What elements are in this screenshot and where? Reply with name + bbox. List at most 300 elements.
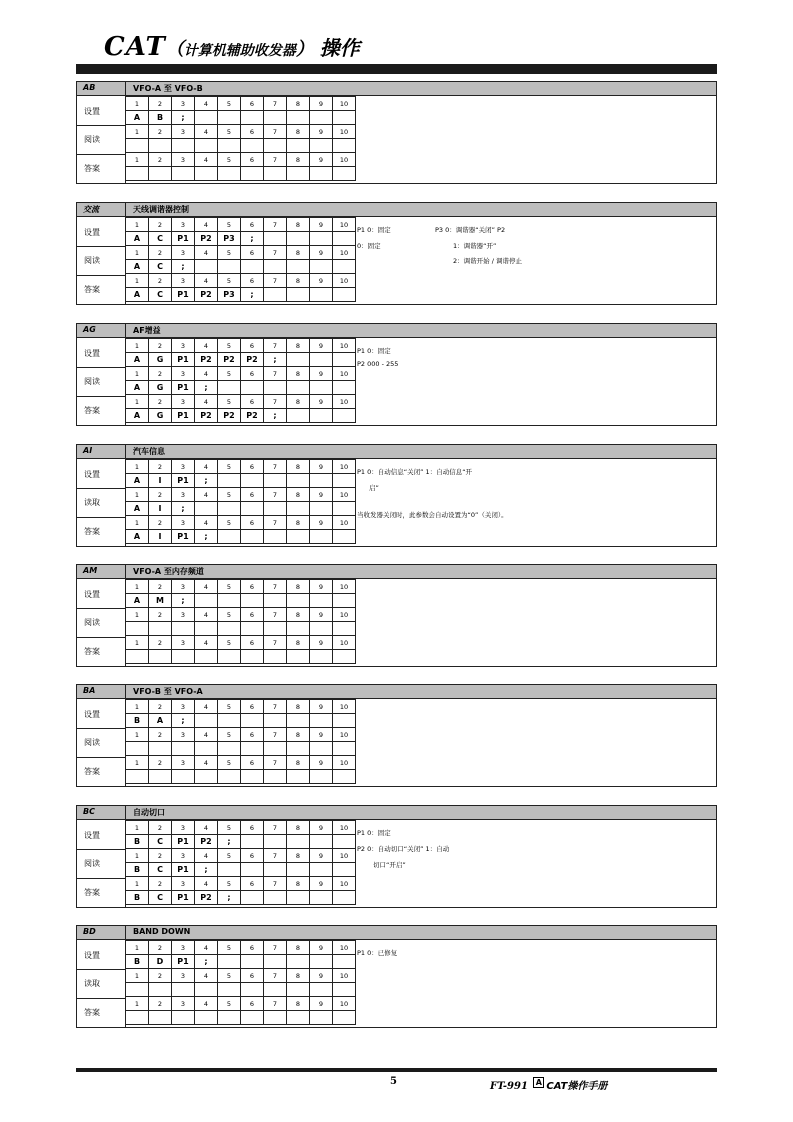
digit-position: 7 xyxy=(264,274,287,288)
command-grid xyxy=(125,96,356,181)
command-value-row xyxy=(126,770,356,784)
digit-position: 4 xyxy=(195,367,218,381)
digit-position: 8 xyxy=(287,636,310,650)
command-char: P1 xyxy=(172,381,195,395)
command-char xyxy=(218,594,241,608)
command-char: ; xyxy=(264,353,287,367)
section-header xyxy=(77,445,716,459)
digit-position: 7 xyxy=(264,516,287,530)
command-value-row xyxy=(126,742,356,756)
digit-position: 2 xyxy=(149,849,172,863)
command-section xyxy=(76,684,717,787)
command-char: P1 xyxy=(172,863,195,877)
digit-position: 9 xyxy=(310,125,333,139)
command-char xyxy=(264,770,287,784)
command-char: A xyxy=(126,111,149,125)
digit-position: 5 xyxy=(218,728,241,742)
command-char xyxy=(264,835,287,849)
digit-position: 1 xyxy=(126,274,149,288)
command-grid xyxy=(125,699,356,784)
row-label: 读取 xyxy=(84,498,100,507)
digit-position: 5 xyxy=(218,821,241,835)
command-char xyxy=(310,530,333,544)
digit-position: 10 xyxy=(333,700,356,714)
command-char xyxy=(287,714,310,728)
command-char xyxy=(310,260,333,274)
section-header xyxy=(77,685,716,699)
digit-position: 8 xyxy=(287,460,310,474)
command-char xyxy=(264,260,287,274)
digit-position: 7 xyxy=(264,997,287,1011)
command-title: 自动切口 xyxy=(133,808,165,817)
digit-position: 6 xyxy=(241,969,264,983)
section-header xyxy=(77,82,716,96)
digit-position: 10 xyxy=(333,274,356,288)
command-char xyxy=(333,1011,356,1025)
command-char: ; xyxy=(172,594,195,608)
command-char xyxy=(287,770,310,784)
digit-position: 7 xyxy=(264,488,287,502)
digit-position: 9 xyxy=(310,849,333,863)
command-char xyxy=(310,594,333,608)
command-char: A xyxy=(126,474,149,488)
command-char: P1 xyxy=(172,232,195,246)
section-header xyxy=(77,203,716,217)
command-char: B xyxy=(126,863,149,877)
command-char: P3 xyxy=(218,288,241,302)
digit-position: 1 xyxy=(126,877,149,891)
command-char xyxy=(218,955,241,969)
command-grid xyxy=(125,459,356,544)
command-value-row xyxy=(126,955,356,969)
command-char xyxy=(264,863,287,877)
command-char xyxy=(126,983,149,997)
digit-position: 6 xyxy=(241,460,264,474)
digit-position: 7 xyxy=(264,728,287,742)
digit-position: 3 xyxy=(172,636,195,650)
command-char xyxy=(310,474,333,488)
digit-position: 7 xyxy=(264,395,287,409)
command-char xyxy=(195,742,218,756)
digit-position: 10 xyxy=(333,941,356,955)
command-char xyxy=(218,863,241,877)
command-char xyxy=(241,770,264,784)
command-char: P2 xyxy=(241,353,264,367)
digit-position: 7 xyxy=(264,756,287,770)
command-char xyxy=(149,983,172,997)
digit-position: 8 xyxy=(287,700,310,714)
digit-position: 8 xyxy=(287,218,310,232)
command-char xyxy=(333,594,356,608)
command-char xyxy=(126,622,149,636)
digit-position: 8 xyxy=(287,516,310,530)
digit-position: 5 xyxy=(218,636,241,650)
digit-position: 1 xyxy=(126,756,149,770)
command-title: VFO-A 至内存频道 xyxy=(133,567,204,576)
digit-position-row xyxy=(126,728,356,742)
digit-position: 10 xyxy=(333,460,356,474)
command-char xyxy=(333,260,356,274)
digit-position: 4 xyxy=(195,728,218,742)
digit-position: 7 xyxy=(264,580,287,594)
digit-position: 1 xyxy=(126,218,149,232)
command-char xyxy=(310,835,333,849)
command-char xyxy=(310,353,333,367)
row-divider xyxy=(77,517,125,518)
digit-position: 1 xyxy=(126,125,149,139)
command-value-row xyxy=(126,891,356,905)
command-char xyxy=(333,288,356,302)
command-char xyxy=(333,232,356,246)
row-label: 设置 xyxy=(84,349,100,358)
digit-position: 7 xyxy=(264,877,287,891)
row-label: 阅读 xyxy=(84,738,100,747)
digit-position: 9 xyxy=(310,395,333,409)
command-char xyxy=(287,167,310,181)
row-label: 设置 xyxy=(84,951,100,960)
command-char xyxy=(149,770,172,784)
command-char xyxy=(264,139,287,153)
digit-position: 9 xyxy=(310,488,333,502)
parameter-note: P3 0：调谐器“关闭” P2 xyxy=(435,226,506,234)
digit-position: 9 xyxy=(310,516,333,530)
command-char: ; xyxy=(195,381,218,395)
command-char: I xyxy=(149,502,172,516)
command-value-row xyxy=(126,863,356,877)
digit-position: 4 xyxy=(195,274,218,288)
row-label: 阅读 xyxy=(84,377,100,386)
digit-position: 3 xyxy=(172,877,195,891)
digit-position: 4 xyxy=(195,153,218,167)
digit-position: 7 xyxy=(264,969,287,983)
digit-position: 5 xyxy=(218,608,241,622)
digit-position-row xyxy=(126,488,356,502)
command-char xyxy=(333,530,356,544)
command-char xyxy=(195,594,218,608)
digit-position: 3 xyxy=(172,367,195,381)
section-header xyxy=(77,324,716,338)
command-char: A xyxy=(149,714,172,728)
command-char xyxy=(218,622,241,636)
digit-position: 2 xyxy=(149,997,172,1011)
command-char xyxy=(241,474,264,488)
digit-position: 10 xyxy=(333,636,356,650)
digit-position: 9 xyxy=(310,274,333,288)
digit-position: 3 xyxy=(172,339,195,353)
command-char: M xyxy=(149,594,172,608)
command-char xyxy=(264,742,287,756)
parameter-note: P2 000 - 255 xyxy=(357,360,399,368)
command-char xyxy=(310,622,333,636)
digit-position: 5 xyxy=(218,339,241,353)
digit-position: 4 xyxy=(195,97,218,111)
digit-position: 4 xyxy=(195,608,218,622)
digit-position: 8 xyxy=(287,756,310,770)
digit-position: 6 xyxy=(241,488,264,502)
digit-position: 6 xyxy=(241,274,264,288)
command-char xyxy=(241,594,264,608)
digit-position: 6 xyxy=(241,395,264,409)
digit-position: 6 xyxy=(241,849,264,863)
command-char xyxy=(333,111,356,125)
footer-model: FT-991 xyxy=(490,1081,528,1092)
command-char: A xyxy=(126,594,149,608)
digit-position: 5 xyxy=(218,997,241,1011)
digit-position: 2 xyxy=(149,756,172,770)
command-char: P2 xyxy=(195,835,218,849)
digit-position: 5 xyxy=(218,218,241,232)
digit-position: 5 xyxy=(218,246,241,260)
digit-position: 9 xyxy=(310,339,333,353)
command-char: P1 xyxy=(172,955,195,969)
digit-position: 3 xyxy=(172,460,195,474)
digit-position: 5 xyxy=(218,274,241,288)
digit-position: 5 xyxy=(218,488,241,502)
command-value-row xyxy=(126,502,356,516)
command-char: ; xyxy=(241,288,264,302)
command-char xyxy=(264,891,287,905)
digit-position: 2 xyxy=(149,274,172,288)
command-char xyxy=(333,622,356,636)
command-grid xyxy=(125,940,356,1025)
command-value-row xyxy=(126,594,356,608)
digit-position: 6 xyxy=(241,246,264,260)
command-char: A xyxy=(126,288,149,302)
digit-position: 9 xyxy=(310,153,333,167)
command-char xyxy=(287,835,310,849)
digit-position: 10 xyxy=(333,246,356,260)
digit-position: 4 xyxy=(195,488,218,502)
command-char xyxy=(310,167,333,181)
digit-position: 3 xyxy=(172,246,195,260)
command-value-row xyxy=(126,381,356,395)
command-value-row xyxy=(126,111,356,125)
digit-position-row xyxy=(126,274,356,288)
command-char xyxy=(310,409,333,423)
command-char xyxy=(195,622,218,636)
digit-position: 1 xyxy=(126,97,149,111)
digit-position: 4 xyxy=(195,756,218,770)
digit-position-row xyxy=(126,997,356,1011)
parameter-note: 0：固定 xyxy=(357,242,381,250)
command-char: G xyxy=(149,409,172,423)
command-char: B xyxy=(149,111,172,125)
command-char xyxy=(241,835,264,849)
command-section xyxy=(76,81,717,184)
digit-position: 3 xyxy=(172,516,195,530)
digit-position: 1 xyxy=(126,849,149,863)
parameter-notes xyxy=(357,221,712,301)
command-char xyxy=(287,409,310,423)
command-value-row xyxy=(126,835,356,849)
digit-position: 7 xyxy=(264,153,287,167)
command-char xyxy=(241,260,264,274)
digit-position: 1 xyxy=(126,488,149,502)
command-char: C xyxy=(149,260,172,274)
command-char xyxy=(287,530,310,544)
digit-position-row xyxy=(126,460,356,474)
command-char xyxy=(310,650,333,664)
digit-position: 8 xyxy=(287,367,310,381)
command-grid xyxy=(125,820,356,905)
row-label: 答案 xyxy=(84,1008,100,1017)
command-value-row xyxy=(126,474,356,488)
command-char: P2 xyxy=(195,409,218,423)
command-char: C xyxy=(149,863,172,877)
command-char xyxy=(333,353,356,367)
command-char xyxy=(310,714,333,728)
digit-position: 3 xyxy=(172,395,195,409)
command-char: P1 xyxy=(172,891,195,905)
page-header xyxy=(104,32,360,66)
digit-position: 8 xyxy=(287,849,310,863)
digit-position: 10 xyxy=(333,97,356,111)
header-operation: 操作 xyxy=(319,36,360,60)
command-value-row xyxy=(126,260,356,274)
command-char: A xyxy=(126,530,149,544)
parameter-note: P1 0：已修复 xyxy=(357,949,398,957)
row-label: 答案 xyxy=(84,527,100,536)
digit-position: 7 xyxy=(264,97,287,111)
command-char xyxy=(264,983,287,997)
digit-position-row xyxy=(126,580,356,594)
command-grid xyxy=(125,338,356,423)
command-char xyxy=(241,622,264,636)
digit-position: 5 xyxy=(218,969,241,983)
digit-position: 8 xyxy=(287,877,310,891)
digit-position: 8 xyxy=(287,488,310,502)
command-char xyxy=(241,139,264,153)
row-divider xyxy=(77,275,125,276)
digit-position: 6 xyxy=(241,636,264,650)
digit-position: 6 xyxy=(241,97,264,111)
command-char: ; xyxy=(172,502,195,516)
digit-position: 7 xyxy=(264,636,287,650)
digit-position: 9 xyxy=(310,969,333,983)
command-char: C xyxy=(149,891,172,905)
digit-position-row xyxy=(126,941,356,955)
digit-position-row xyxy=(126,367,356,381)
digit-position: 1 xyxy=(126,516,149,530)
command-value-row xyxy=(126,409,356,423)
command-char: A xyxy=(126,502,149,516)
command-char xyxy=(333,409,356,423)
command-char xyxy=(333,983,356,997)
digit-position: 7 xyxy=(264,339,287,353)
command-char: B xyxy=(126,714,149,728)
digit-position: 7 xyxy=(264,246,287,260)
digit-position: 9 xyxy=(310,997,333,1011)
digit-position: 1 xyxy=(126,997,149,1011)
parameter-note: P1 0：固定 xyxy=(357,347,391,355)
command-char xyxy=(264,502,287,516)
command-char xyxy=(241,714,264,728)
command-char xyxy=(310,381,333,395)
command-char xyxy=(149,139,172,153)
digit-position: 8 xyxy=(287,339,310,353)
command-char xyxy=(287,863,310,877)
command-char xyxy=(310,111,333,125)
digit-position: 4 xyxy=(195,700,218,714)
digit-position: 6 xyxy=(241,516,264,530)
command-code: BC xyxy=(83,807,95,816)
digit-position-row xyxy=(126,125,356,139)
command-char xyxy=(172,650,195,664)
command-value-row xyxy=(126,232,356,246)
command-char xyxy=(287,502,310,516)
digit-position: 4 xyxy=(195,246,218,260)
command-char xyxy=(218,983,241,997)
digit-position: 8 xyxy=(287,941,310,955)
command-char: P1 xyxy=(172,409,195,423)
header-open-paren: （ xyxy=(165,39,184,60)
command-char xyxy=(287,381,310,395)
parameter-notes xyxy=(357,463,712,543)
command-char xyxy=(287,1011,310,1025)
digit-position: 6 xyxy=(241,877,264,891)
command-char xyxy=(333,474,356,488)
command-title: 天线调谐器控制 xyxy=(133,205,189,214)
parameter-notes xyxy=(357,944,712,1024)
row-divider xyxy=(77,998,125,999)
parameter-notes xyxy=(357,824,712,904)
row-label: 答案 xyxy=(84,285,100,294)
parameter-note: P1 0：自动信息“关闭” 1：自动信息“开 xyxy=(357,468,473,476)
command-grid xyxy=(125,217,356,302)
command-char xyxy=(264,288,287,302)
command-value-row xyxy=(126,167,356,181)
command-char: I xyxy=(149,474,172,488)
command-section xyxy=(76,564,717,667)
command-char xyxy=(149,622,172,636)
digit-position-row xyxy=(126,516,356,530)
command-char xyxy=(333,835,356,849)
digit-position: 7 xyxy=(264,700,287,714)
digit-position: 5 xyxy=(218,153,241,167)
command-char xyxy=(126,139,149,153)
digit-position: 2 xyxy=(149,339,172,353)
digit-position: 9 xyxy=(310,97,333,111)
command-char xyxy=(126,742,149,756)
command-char xyxy=(195,502,218,516)
digit-position: 8 xyxy=(287,580,310,594)
footer-title xyxy=(490,1077,607,1092)
digit-position: 6 xyxy=(241,997,264,1011)
digit-position: 8 xyxy=(287,997,310,1011)
command-code: BA xyxy=(83,686,96,695)
command-char xyxy=(241,530,264,544)
digit-position: 10 xyxy=(333,488,356,502)
digit-position: 3 xyxy=(172,97,195,111)
command-char xyxy=(264,381,287,395)
digit-position: 10 xyxy=(333,849,356,863)
row-divider xyxy=(77,757,125,758)
digit-position-row xyxy=(126,969,356,983)
digit-position: 3 xyxy=(172,488,195,502)
digit-position: 1 xyxy=(126,636,149,650)
digit-position: 10 xyxy=(333,877,356,891)
digit-position: 2 xyxy=(149,700,172,714)
command-char xyxy=(241,983,264,997)
command-code: BD xyxy=(83,927,96,936)
digit-position: 5 xyxy=(218,849,241,863)
digit-position: 2 xyxy=(149,97,172,111)
digit-position: 9 xyxy=(310,636,333,650)
command-char xyxy=(218,770,241,784)
command-char: G xyxy=(149,353,172,367)
digit-position: 8 xyxy=(287,969,310,983)
digit-position-row xyxy=(126,636,356,650)
